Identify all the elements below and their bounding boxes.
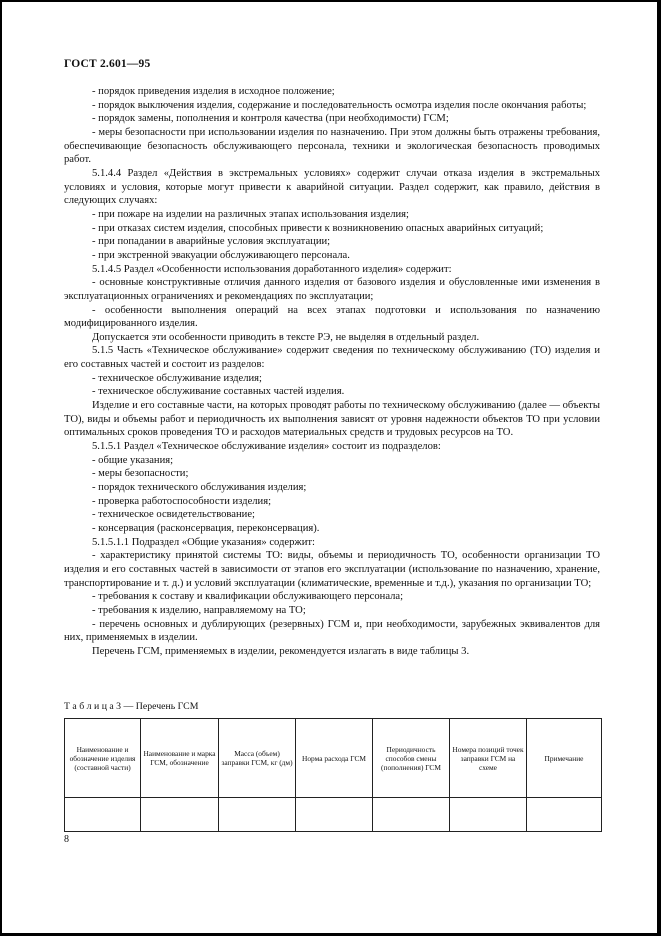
table-caption: Т а б л и ц а 3 — Перечень ГСМ [64, 701, 199, 712]
table-header-row [65, 719, 602, 798]
table-cell [373, 798, 450, 832]
paragraph: - общие указания; [92, 454, 174, 466]
paragraph: - проверка работоспособности изделия; [92, 495, 272, 507]
paragraph: 5.1.5 Часть «Техническое обслуживание» содержит сведения по техническому обслуживанию (ТО) изделия и его составных частей и состоит из разделов: [64, 345, 600, 371]
paragraph: Перечень ГСМ, применяемых в изделии, рекомендуется излагать в виде таблицы 3. [92, 645, 470, 657]
paragraph: Допускается эти особенности приводить в тексте РЭ, не выделяя в отдельный раздел. [92, 331, 480, 343]
document-page [2, 2, 657, 933]
table-cell [296, 798, 373, 832]
page-number: 8 [64, 834, 69, 845]
paragraph: Изделие и его составные части, на которых проводят работы по техническому обслуживанию (далее — объекты ТО), виды и объемы работ и периодичность их выполнения зависят от уровня надежности объектов ТО при условии оптимальных сроков проведения ТО и расходов материальных средств и трудовых ресурсов на ТО. [64, 400, 600, 439]
body-text [64, 85, 600, 659]
table-header-cell: Номера позиций точек заправки ГСМ на схеме [450, 719, 527, 798]
paragraph: - порядок технического обслуживания изделия; [92, 482, 307, 494]
paragraph: - техническое обслуживание составных частей изделия. [92, 386, 345, 398]
paragraph: 5.1.4.5 Раздел «Особенности использования доработанного изделия» содержит: [92, 263, 452, 275]
document-header: ГОСТ 2.601—95 [64, 58, 151, 70]
table-header-cell: Наименование и марка ГСМ, обозначение [141, 719, 219, 798]
table-cell [527, 798, 602, 832]
table-header-cell: Норма расхода ГСМ [296, 719, 373, 798]
fuel-lubricants-table [64, 718, 602, 832]
table-header-cell: Масса (объем) заправки ГСМ, кг (дм) [219, 719, 296, 798]
paragraph: - особенности выполнения операций на всех этапах подготовки и использования по назначению модифицированного изделия. [64, 304, 600, 330]
paragraph: - меры безопасности при использовании изделия по назначению. При этом должны быть отражены требования, обеспечивающие безопасность обслуживающего персонала, техники и экологическая безопасность проводимых работ. [64, 126, 600, 166]
table-header-cell: Примечание [527, 719, 602, 798]
paragraph: - при пожаре на изделии на различных этапах использования изделия; [92, 208, 409, 220]
table-cell [141, 798, 219, 832]
paragraph: - порядок приведения изделия в исходное положение; [92, 86, 335, 97]
paragraph: - техническое обслуживание изделия; [92, 372, 262, 384]
table-cell [65, 798, 141, 832]
paragraph: - характеристику принятой системы ТО: виды, объемы и периодичность ТО, особенности организации ТО изделия и его составных частей в зависимости от этапов его эксплуатации (использование по назначению, хранение, транспортирование и т. д.) и условий эксплуатации (климатические, временные и т.д.), указания по организации ТО; [64, 550, 600, 589]
paragraph: - основные конструктивные отличия данного изделия от базового изделия и обусловленные ими изменения в эксплуатационных ограничениях и рекомендациях по эксплуатации; [64, 277, 600, 302]
paragraph: - требования к изделию, направляемому на ТО; [92, 604, 306, 616]
paragraph: - перечень основных и дублирующих (резервных) ГСМ и, при необходимости, зарубежных эквивалентов для них, применяемых в изделии. [64, 618, 600, 644]
paragraph: - при экстренной эвакуации обслуживающего персонала. [92, 249, 350, 261]
table-row [65, 798, 602, 832]
paragraph: - порядок выключения изделия, содержание и последовательность осмотра изделия после окончания работы; [92, 99, 587, 111]
paragraph: - техническое освидетельствование; [92, 509, 255, 521]
table-header-cell: Наименование и обозначение изделия (составной части) [65, 719, 141, 798]
paragraph: - порядок замены, пополнения и контроля качества (при необходимости) ГСМ; [92, 113, 449, 125]
paragraph: 5.1.5.1.1 Подраздел «Общие указания» содержит: [92, 536, 315, 548]
table-header-cell: Периодичность способов смены (пополнения) ГСМ [373, 719, 450, 798]
paragraph: - консервация (расконсервация, переконсервация). [92, 523, 320, 534]
paragraph: 5.1.4.4 Раздел «Действия в экстремальных условиях» содержит случаи отказа изделия в экстремальных условиях и условия, которые могут привести к аварийной ситуации. Раздел содержит, как правило, действия в следующих случаях: [64, 167, 600, 207]
paragraph: - при отказах систем изделия, способных привести к возникновению опасных аварийных ситуаций; [92, 222, 544, 234]
table-cell [219, 798, 296, 832]
paragraph: - меры безопасности; [92, 468, 189, 480]
paragraph: - требования к составу и квалификации обслуживающего персонала; [92, 591, 404, 603]
table-cell [450, 798, 527, 832]
paragraph: - при попадании в аварийные условия эксплуатации; [92, 236, 331, 248]
paragraph: 5.1.5.1 Раздел «Техническое обслуживание изделия» состоит из подразделов: [92, 441, 441, 453]
